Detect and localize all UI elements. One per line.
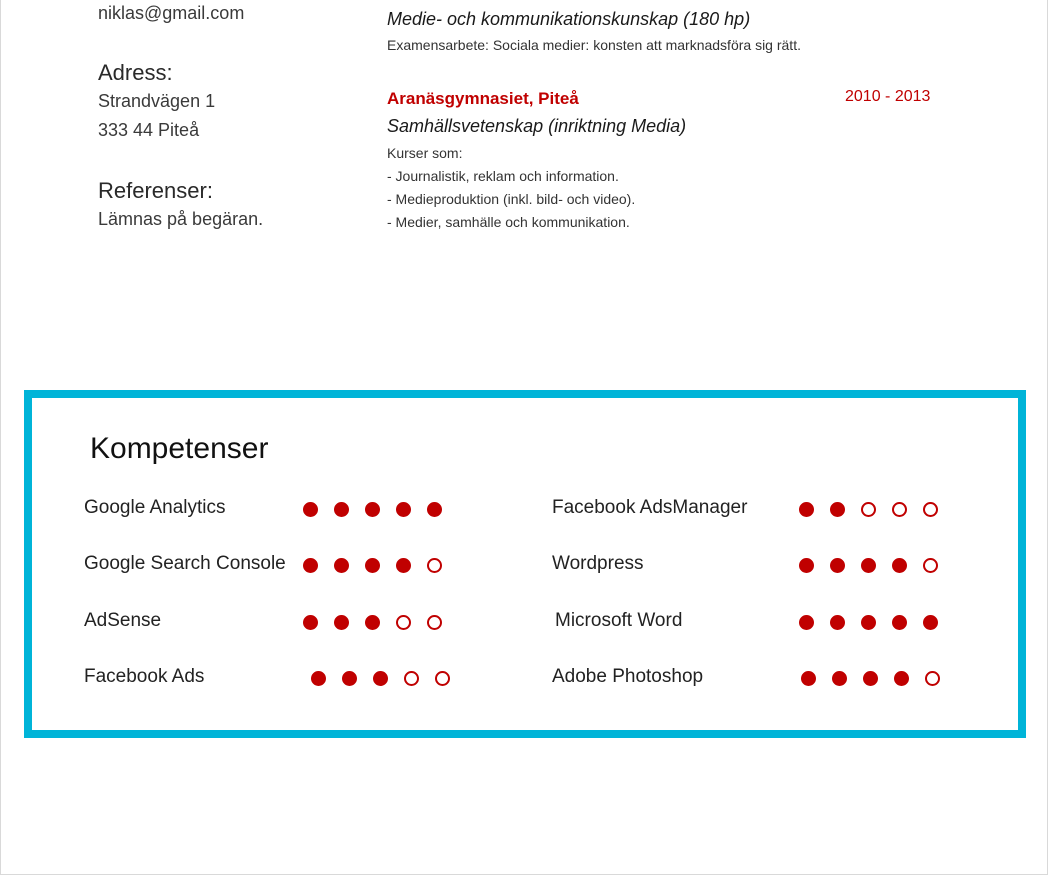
rating-dot-filled [832,671,847,686]
skill-rating [799,558,938,573]
rating-dot-filled [830,558,845,573]
skill-rating [799,502,938,517]
education-years-2: 2010 - 2013 [845,88,931,105]
rating-dot-empty [925,671,940,686]
skill-label: Adobe Photoshop [552,666,704,687]
courses-heading: Kurser som: [387,145,463,161]
rating-dot-filled [311,671,326,686]
rating-dot-filled [861,615,876,630]
education-school-2: Aranäsgymnasiet, Piteå [387,89,579,108]
rating-dot-filled [892,615,907,630]
rating-dot-filled [892,558,907,573]
skills-section [24,390,1026,738]
address-line-1: Strandvägen 1 [98,91,216,111]
rating-dot-filled [396,558,411,573]
skill-rating [801,671,940,686]
rating-dot-empty [435,671,450,686]
skill-rating [303,615,442,630]
skill-label: Microsoft Word [555,610,683,631]
rating-dot-filled [365,558,380,573]
education-note-1: Examensarbete: Sociala medier: konsten att marknadsföra sig rätt. [387,37,801,53]
skill-label: Google Analytics [84,497,226,518]
rating-dot-filled [861,558,876,573]
rating-dot-empty [404,671,419,686]
references-heading: Referenser: [98,178,213,203]
rating-dot-filled [303,558,318,573]
rating-dot-filled [334,502,349,517]
rating-dot-empty [427,558,442,573]
rating-dot-empty [396,615,411,630]
rating-dot-filled [863,671,878,686]
rating-dot-empty [923,558,938,573]
rating-dot-filled [799,615,814,630]
rating-dot-filled [799,502,814,517]
education-program-1: Medie- och kommunikationskunskap (180 hp) [387,9,751,29]
rating-dot-filled [396,502,411,517]
rating-dot-filled [303,502,318,517]
rating-dot-filled [923,615,938,630]
skill-rating [799,615,938,630]
skills-title: Kompetenser [90,432,269,465]
education-program-2: Samhällsvetenskap (inriktning Media) [387,116,687,136]
skill-label: AdSense [84,610,162,631]
rating-dot-empty [923,502,938,517]
skill-label: Google Search Console [84,553,286,574]
rating-dot-empty [861,502,876,517]
address-heading: Adress: [98,60,173,85]
course-item: - Journalistik, reklam och information. [387,168,619,184]
course-item: - Medier, samhälle och kommunikation. [387,214,630,230]
rating-dot-filled [427,502,442,517]
rating-dot-filled [365,502,380,517]
rating-dot-filled [373,671,388,686]
rating-dot-empty [427,615,442,630]
course-item: - Medieproduktion (inkl. bild- och video). [387,191,636,207]
rating-dot-filled [334,615,349,630]
rating-dot-filled [830,502,845,517]
skill-rating [311,671,450,686]
rating-dot-empty [892,502,907,517]
rating-dot-filled [801,671,816,686]
skill-rating [303,558,442,573]
rating-dot-filled [303,615,318,630]
rating-dot-filled [334,558,349,573]
skill-label: Facebook Ads [84,666,205,687]
email-text: niklas@gmail.com [98,3,245,23]
rating-dot-filled [799,558,814,573]
references-text: Lämnas på begäran. [98,209,264,229]
skill-label: Wordpress [552,553,644,574]
skill-label: Facebook AdsManager [552,497,748,518]
rating-dot-filled [365,615,380,630]
skill-rating [303,502,442,517]
address-line-2: 333 44 Piteå [98,120,200,140]
rating-dot-filled [894,671,909,686]
rating-dot-filled [342,671,357,686]
rating-dot-filled [830,615,845,630]
